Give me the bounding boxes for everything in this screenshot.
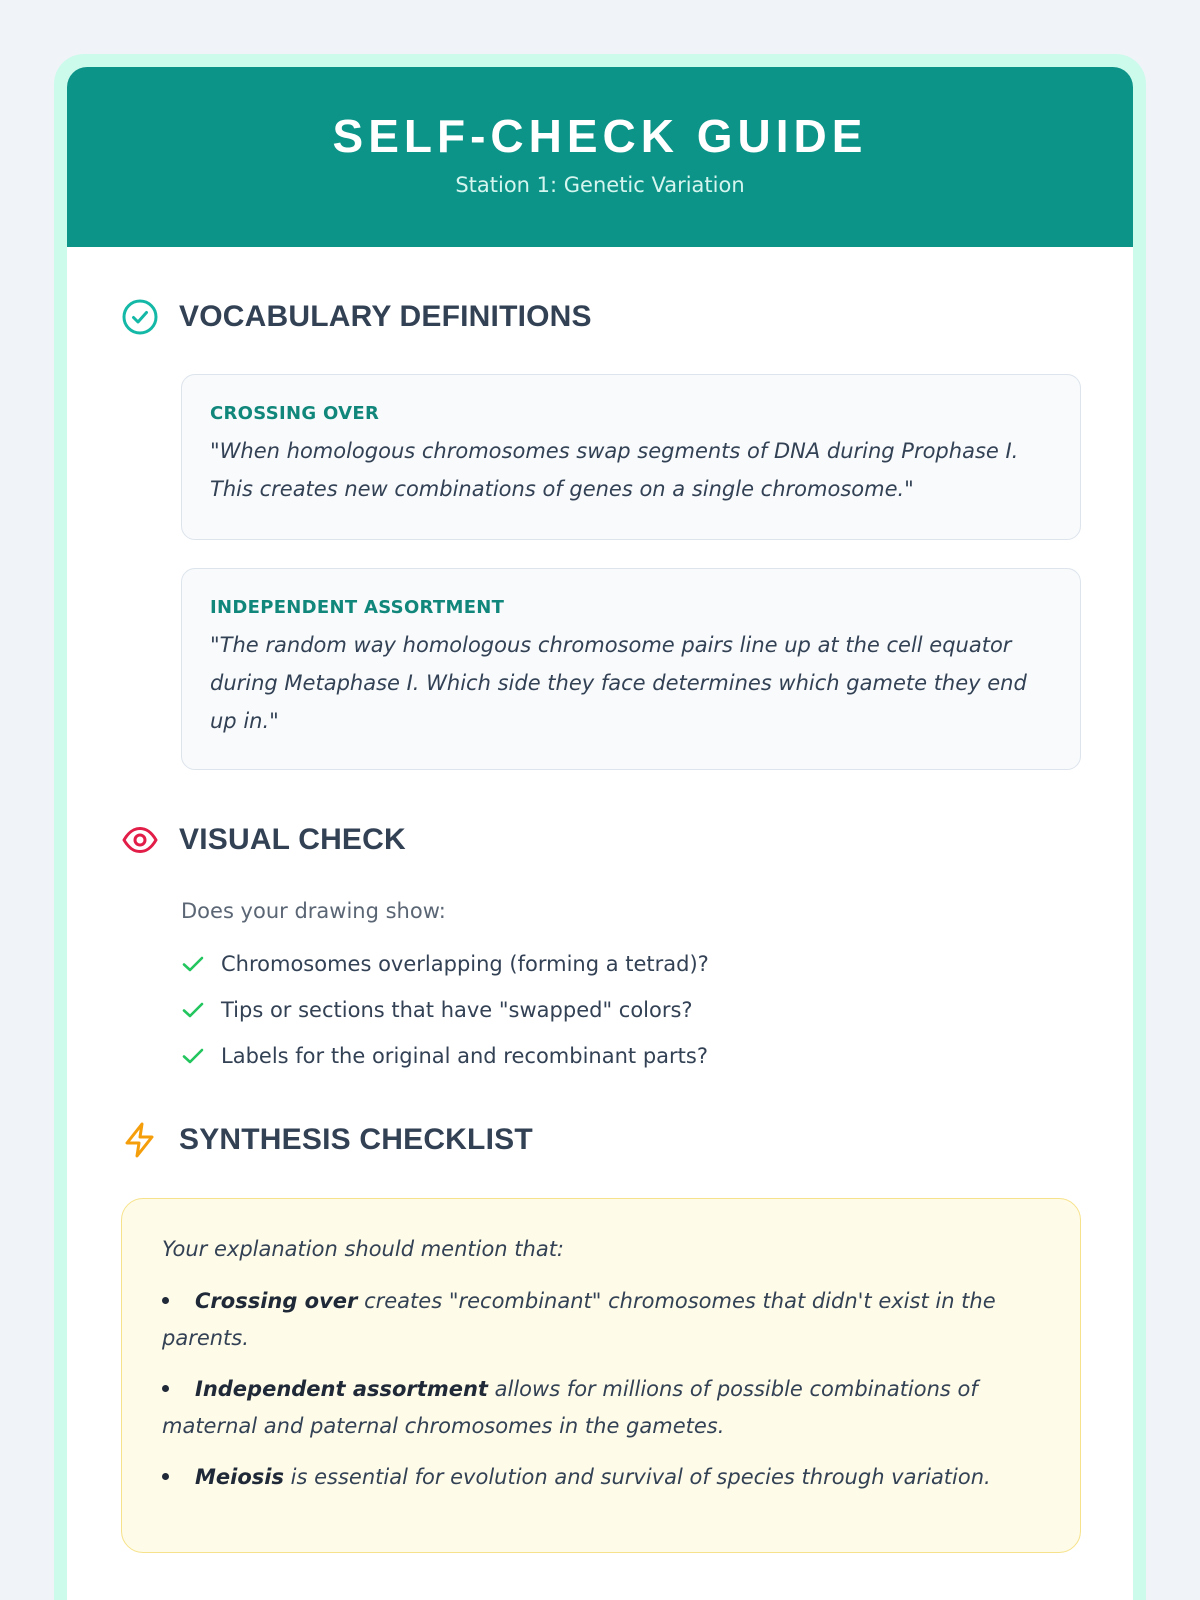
- definition-card-independent-assortment: [181, 568, 1081, 770]
- definition-text: "The random way homologous chromosome pairs line up at the cell equator during Metaphase I. Which side they face determines which gamete they end up in.": [210, 633, 1027, 733]
- synthesis-intro: Your explanation should mention that:: [162, 1237, 565, 1261]
- vocabulary-section-header: [121, 297, 592, 337]
- guide-card: [67, 67, 1133, 1600]
- vocabulary-heading: VOCABULARY DEFINITIONS: [179, 300, 592, 333]
- list-item: [162, 1371, 1040, 1445]
- definition-term: INDEPENDENT ASSORTMENT: [210, 597, 505, 618]
- page-title: SELF-CHECK GUIDE: [332, 110, 868, 162]
- list-item: [181, 987, 709, 1033]
- synthesis-text: is essential for evolution and survival of species through variation.: [283, 1465, 991, 1489]
- checklist-item-text: Tips or sections that have "swapped" colors?: [221, 998, 693, 1022]
- synthesis-text: creates "recombinant" chromosomes that didn't exist in the parents.: [162, 1289, 996, 1350]
- visual-heading: VISUAL CHECK: [179, 823, 406, 856]
- definition-term: CROSSING OVER: [210, 403, 380, 424]
- checkmark-icon: [181, 998, 205, 1022]
- synthesis-term: Crossing over: [195, 1289, 358, 1313]
- visual-intro-text: Does your drawing show:: [181, 899, 446, 923]
- eye-icon: [121, 821, 159, 859]
- lightning-icon: [121, 1121, 159, 1159]
- bullet-icon: [162, 1473, 169, 1480]
- bullet-icon: [162, 1297, 169, 1304]
- visual-checklist: [181, 941, 709, 1079]
- synthesis-list: [162, 1283, 1040, 1496]
- list-item: [181, 941, 709, 987]
- synthesis-term: Independent assortment: [195, 1377, 488, 1401]
- definition-card-crossing-over: [181, 374, 1081, 540]
- header-banner: [67, 67, 1133, 247]
- definition-text: "When homologous chromosomes swap segments of DNA during Prophase I. This creates new combinations of genes on a single chromosome.": [210, 439, 1019, 501]
- synthesis-term: Meiosis: [195, 1465, 284, 1489]
- synthesis-box: [121, 1198, 1081, 1553]
- list-item: [162, 1283, 1040, 1357]
- checkmark-icon: [181, 952, 205, 976]
- check-circle-icon: [121, 298, 159, 336]
- synthesis-section-header: [121, 1120, 533, 1160]
- visual-section-header: [121, 820, 406, 860]
- list-item: [162, 1459, 1040, 1496]
- list-item: [181, 1033, 709, 1079]
- checklist-item-text: Labels for the original and recombinant parts?: [221, 1044, 708, 1068]
- checkmark-icon: [181, 1044, 205, 1068]
- checklist-item-text: Chromosomes overlapping (forming a tetrad)?: [221, 952, 709, 976]
- synthesis-text: allows for millions of possible combinations of maternal and paternal chromosomes in the gametes.: [162, 1377, 978, 1438]
- synthesis-heading: SYNTHESIS CHECKLIST: [179, 1123, 533, 1156]
- page-subtitle: Station 1: Genetic Variation: [455, 173, 745, 197]
- bullet-icon: [162, 1385, 169, 1392]
